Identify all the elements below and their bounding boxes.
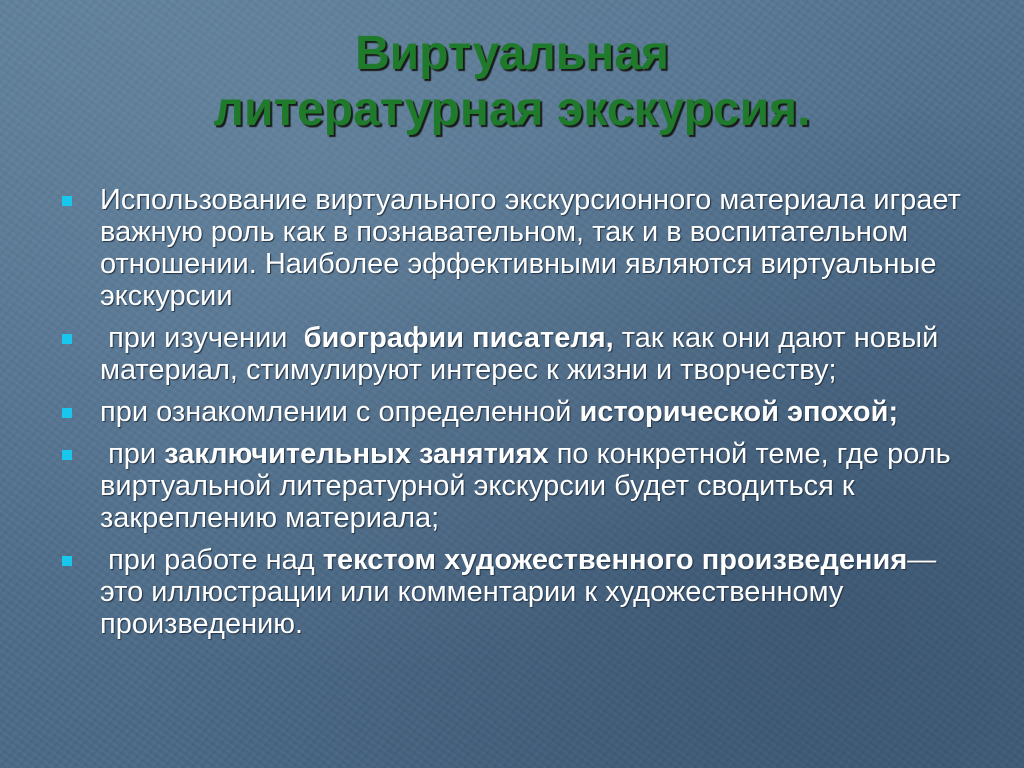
bullet-text: при изучении [100,322,304,354]
square-bullet-icon [62,408,72,418]
bullet-text: при работе над [100,544,323,576]
title-line-1: Виртуальная [354,27,669,80]
bullet-item-4 [58,438,968,534]
bullet-emphasis: биографии писателя, [303,322,614,354]
bullet-item-3 [58,396,968,428]
square-bullet-icon [62,450,72,460]
bullet-item-1 [58,184,968,312]
bullet-text: Использование виртуального экскурсионного материала играет важную роль как в познавательном, так и в воспитательном отношении. Наиболее эффективными являются виртуальные экскурсии [100,184,961,312]
square-bullet-icon [62,334,72,344]
bullet-text: при [100,438,165,470]
bullet-text: —это иллюстрации или комментарии к художественному произведению. [100,544,937,640]
slide-title [60,26,964,138]
bullet-item-5 [58,544,968,640]
bullet-text: так как они дают новый материал, стимулируют интерес к жизни и творчеству; [100,322,939,386]
title-line-2: литературная экскурсия. [213,83,811,136]
bullet-text: при ознакомлении с определенной [100,396,580,428]
bullet-emphasis: исторической эпохой; [579,396,899,428]
square-bullet-icon [62,556,72,566]
bullet-item-2 [58,322,968,386]
bullet-emphasis: заключительных занятиях [164,438,549,470]
bullet-text: по конкретной теме, где роль виртуальной литературной экскурсии будет сводиться к закреплению материала; [100,438,951,534]
bullet-list [58,184,968,650]
square-bullet-icon [62,196,72,206]
bullet-emphasis: текстом художественного произведения [322,544,908,576]
